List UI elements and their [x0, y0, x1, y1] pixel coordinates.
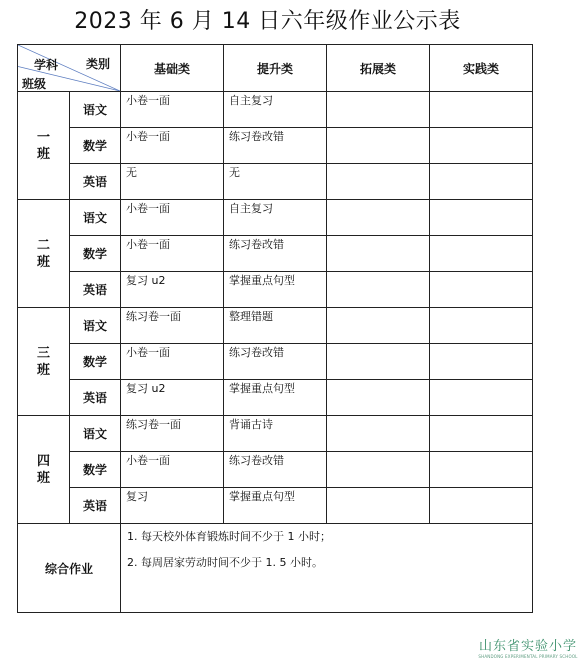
homework-cell-improve: 练习卷改错 — [224, 236, 327, 272]
homework-cell-extend — [327, 416, 430, 452]
subject-cell: 数学 — [70, 236, 121, 272]
class-name-cell: 四 班 — [18, 416, 70, 524]
subject-cell: 英语 — [70, 488, 121, 524]
subject-cell: 语文 — [70, 200, 121, 236]
corner-category-label: 类别 — [85, 57, 110, 71]
homework-table — [17, 44, 533, 613]
table-row — [18, 92, 533, 128]
comprehensive-item: 2. 每周居家劳动时间不少于 1. 5 小时。 — [127, 556, 323, 569]
homework-cell-basic: 复习 — [121, 488, 224, 524]
homework-cell-improve: 掌握重点句型 — [224, 380, 327, 416]
col-header-extend: 拓展类 — [327, 45, 430, 92]
subject-cell: 语文 — [70, 92, 121, 128]
homework-cell-basic: 复习 u2 — [121, 380, 224, 416]
comprehensive-item: 1. 每天校外体育锻炼时间不少于 1 小时； — [127, 530, 331, 543]
subject-cell: 英语 — [70, 164, 121, 200]
homework-cell-practice — [430, 236, 533, 272]
homework-cell-basic: 小卷一面 — [121, 344, 224, 380]
homework-cell-extend — [327, 344, 430, 380]
homework-cell-extend — [327, 452, 430, 488]
homework-cell-practice — [430, 452, 533, 488]
corner-subject-label: 学科 — [34, 58, 59, 72]
homework-cell-practice — [430, 128, 533, 164]
homework-cell-basic: 无 — [121, 164, 224, 200]
homework-cell-extend — [327, 128, 430, 164]
homework-cell-practice — [430, 380, 533, 416]
subject-cell: 数学 — [70, 452, 121, 488]
homework-cell-practice — [430, 92, 533, 128]
homework-cell-improve: 自主复习 — [224, 200, 327, 236]
table-row — [18, 128, 533, 164]
homework-cell-improve: 无 — [224, 164, 327, 200]
homework-cell-extend — [327, 164, 430, 200]
homework-cell-practice — [430, 344, 533, 380]
corner-class-label: 班级 — [22, 77, 47, 91]
homework-cell-improve: 整理错题 — [224, 308, 327, 344]
homework-cell-basic: 小卷一面 — [121, 236, 224, 272]
table-row — [18, 344, 533, 380]
table-row — [18, 416, 533, 452]
table-row — [18, 488, 533, 524]
class-name-cell: 三 班 — [18, 308, 70, 416]
homework-cell-basic: 小卷一面 — [121, 200, 224, 236]
table-row — [18, 380, 533, 416]
logo-name-cn: 山东省实验小学 — [478, 639, 577, 654]
table-row — [18, 308, 533, 344]
col-header-improve: 提升类 — [224, 45, 327, 92]
homework-cell-extend — [327, 308, 430, 344]
logo-name-en: SHANDONG EXPERIMENTAL PRIMARY SCHOOL — [478, 654, 578, 659]
homework-cell-extend — [327, 200, 430, 236]
subject-cell: 语文 — [70, 308, 121, 344]
class-name-cell: 二 班 — [18, 200, 70, 308]
homework-cell-practice — [430, 164, 533, 200]
header-row — [18, 45, 533, 92]
subject-cell: 英语 — [70, 380, 121, 416]
comprehensive-row — [18, 524, 533, 613]
col-header-basic: 基础类 — [121, 45, 224, 92]
homework-cell-basic: 练习卷一面 — [121, 308, 224, 344]
corner-header — [18, 45, 121, 92]
homework-cell-improve: 背诵古诗 — [224, 416, 327, 452]
table-row — [18, 200, 533, 236]
homework-cell-extend — [327, 236, 430, 272]
homework-cell-basic: 复习 u2 — [121, 272, 224, 308]
table-row — [18, 164, 533, 200]
homework-cell-practice — [430, 308, 533, 344]
class-name-cell: 一 班 — [18, 92, 70, 200]
homework-cell-practice — [430, 416, 533, 452]
table-row — [18, 236, 533, 272]
homework-cell-improve: 练习卷改错 — [224, 128, 327, 164]
homework-cell-improve: 自主复习 — [224, 92, 327, 128]
col-header-practice: 实践类 — [430, 45, 533, 92]
homework-cell-practice — [430, 272, 533, 308]
subject-cell: 数学 — [70, 128, 121, 164]
homework-cell-practice — [430, 200, 533, 236]
homework-cell-basic: 练习卷一面 — [121, 416, 224, 452]
homework-cell-improve: 掌握重点句型 — [224, 488, 327, 524]
homework-cell-basic: 小卷一面 — [121, 128, 224, 164]
homework-cell-improve: 掌握重点句型 — [224, 272, 327, 308]
subject-cell: 数学 — [70, 344, 121, 380]
homework-cell-improve: 练习卷改错 — [224, 344, 327, 380]
homework-cell-extend — [327, 92, 430, 128]
table-row — [18, 272, 533, 308]
page-title: 2023 年 6 月 14 日六年级作业公示表 — [74, 9, 461, 34]
table-row — [18, 452, 533, 488]
subject-cell: 英语 — [70, 272, 121, 308]
homework-cell-extend — [327, 272, 430, 308]
homework-cell-extend — [327, 380, 430, 416]
subject-cell: 语文 — [70, 416, 121, 452]
homework-cell-improve: 练习卷改错 — [224, 452, 327, 488]
comprehensive-label: 综合作业 — [18, 524, 121, 613]
homework-cell-practice — [430, 488, 533, 524]
homework-cell-extend — [327, 488, 430, 524]
school-logo — [478, 635, 578, 659]
comprehensive-content — [121, 524, 533, 613]
homework-cell-basic: 小卷一面 — [121, 92, 224, 128]
homework-cell-basic: 小卷一面 — [121, 452, 224, 488]
